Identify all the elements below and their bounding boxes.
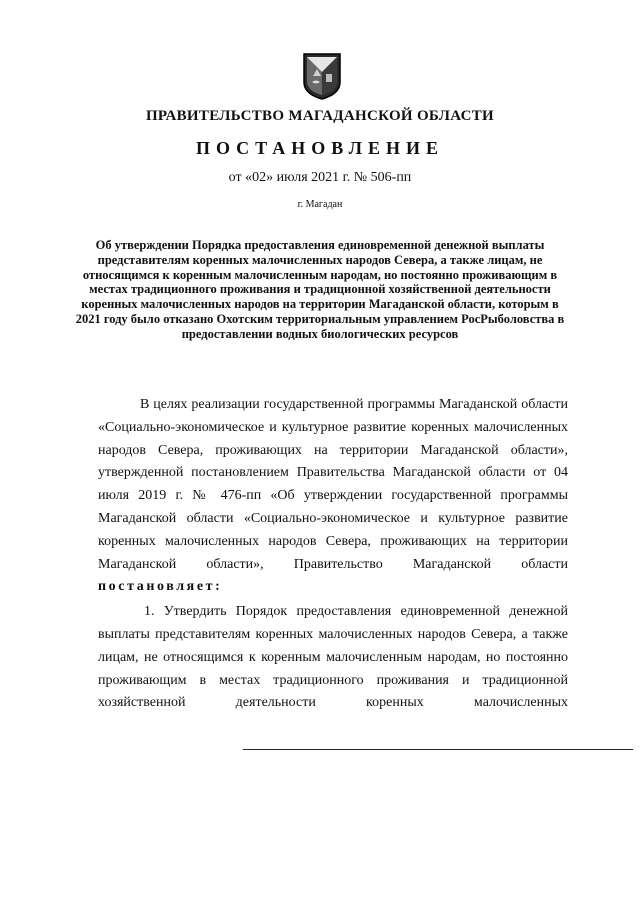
government-title: ПРАВИТЕЛЬСТВО МАГАДАНСКОЙ ОБЛАСТИ bbox=[145, 108, 495, 124]
preamble-text: В целях реализации государственной программы Магаданской области «Социально-экономическое и культурное развитие коренных малочисленных народов Севера, проживающих на территории Магаданской области», утвержденной постановлением Правительства Магаданской области от 04 июля 2019 г. № 476-пп «Об утверждении государственной программы Магаданской области «Социально-экономическое и культурное развитие коренных малочисленных народов Севера, проживающих на территории Магаданской области», Правительство Магаданской области bbox=[98, 397, 568, 572]
preamble-paragraph bbox=[98, 394, 568, 599]
item-1-paragraph: 1. Утвердить Порядок предоставления единовременной денежной выплаты представителям коренных малочисленных народов Севера, а также лицам, не относящимся к коренным малочисленным народам, но постоянно проживающим в местах традиционного проживания и традиционной хозяйственной деятельности коренных малочисленных bbox=[98, 604, 568, 711]
document-date-number: от «02» июля 2021 г. № 506-пп bbox=[228, 170, 412, 185]
document-subject: Об утверждении Порядка предоставления единовременной денежной выплаты представителям коренных малочисленных народов Севера, а также лицам, не относящимся к коренным малочисленным народам, но постоянно проживающим в местах традиционного проживания и традиционной хозяйственной деятельности коренных малочисленных народов на территории Магаданской области, которым в 2021 году было отказано Охотским территориальным управлением РосРыболовства в предоставлении водных биологических ресурсов bbox=[75, 238, 565, 341]
document-type: ПОСТАНОВЛЕНИЕ bbox=[195, 138, 445, 158]
document-city: г. Магадан bbox=[297, 199, 343, 210]
coat-of-arms-emblem bbox=[302, 52, 342, 100]
resolves-keyword: постановляет: bbox=[98, 579, 223, 595]
footer-rule bbox=[243, 749, 633, 750]
document-body bbox=[98, 394, 568, 715]
